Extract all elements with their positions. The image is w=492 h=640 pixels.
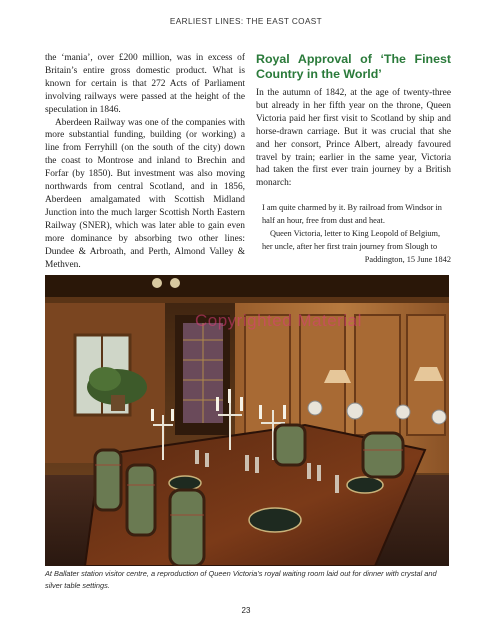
quote-text: I am quite charmed by it. By railroad from Windsor in half an hour, free from dust and heat. [262,203,442,226]
right-column [256,52,451,266]
left-column [45,52,245,271]
block-quote [256,201,451,266]
body-paragraph-1: the ‘mania’, over £200 million, was in excess of Britain’s entire gross domestic product. What is known for certain is that 272 Acts of Parliament involving railways were passed at the height of the speculation in 1846. [45,53,245,115]
quote-attribution: Queen Victoria, letter to King Leopold of Belgium, her uncle, after her first train journey from Slough to [262,229,441,252]
quote-date: Paddington, 15 June 1842 [364,255,451,265]
page-number: 23 [241,606,251,615]
section-heading: Royal Approval of ‘The Finest Country in the World’ [256,52,451,81]
body-paragraph-2: Aberdeen Railway was one of the companies with more substantial funding, building (or working) a line from Ferryhill (on the south of the city) down the coast to Montrose and inland to Brechin and Forfar (by 1850). But investment was also moving northwards from central Scotland, and in 1856, Aberdeen amalgamated with Scottish Midland Junction into the much larger Scottish North Eastern Railway (SNER), which was later able to gain even more dominance by absorbing two other lines: Dundee & Arbroath, and Perth, Almond Valley & Methven. [45,117,245,270]
body-paragraph-3: In the autumn of 1842, at the age of twenty-three but already in her fifth year on the throne, Queen Victoria paid her first visit to Scotland by ship and horse-drawn carriage. But it was crucial that she and her consort, Prince Albert, already favoured travel by train; earlier in the same year, Victoria had taken the first ever train journey by a British monarch: [256,88,451,189]
watermark: Copyrighted Material [195,311,362,330]
running-head: EARLIEST LINES: THE EAST COAST [169,17,323,26]
photo-caption: At Ballater station visitor centre, a reproduction of Queen Victoria’s royal waiting room laid out for dinner with crystal and silver table settings. [45,569,437,590]
dining-room-photo [45,275,449,566]
